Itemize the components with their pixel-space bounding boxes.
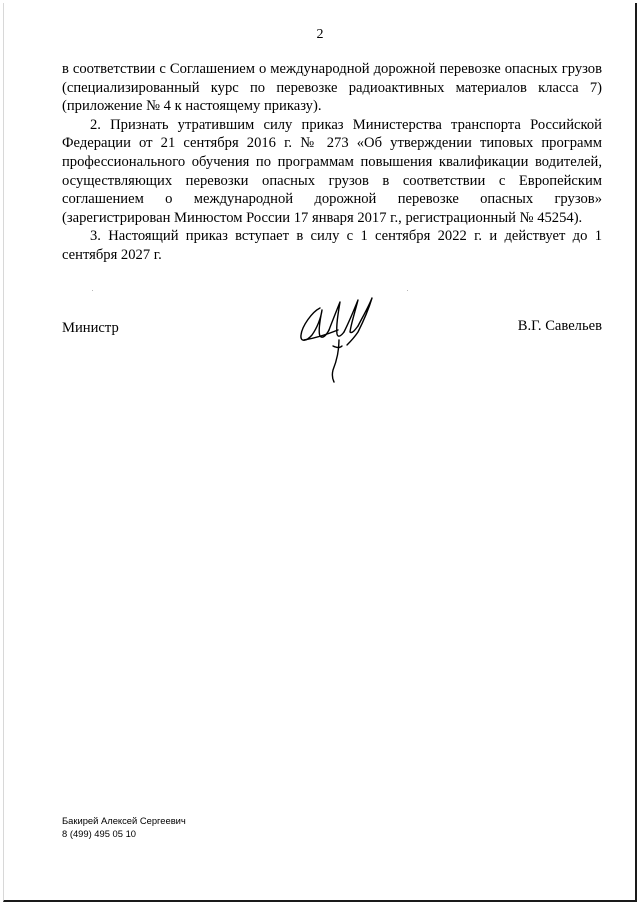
signatory-name: В.Г. Савельев: [517, 318, 602, 334]
paragraph-item-3: 3. Настоящий приказ вступает в силу с 1 сентября 2022 г. и действует до 1 сентября 2027 г.: [62, 228, 602, 263]
executor-phone: 8 (499) 495 05 10: [62, 827, 137, 839]
executor-block: [62, 815, 186, 840]
paragraph-item-2: 2. Признать утратившим силу приказ Министерства транспорта Российской Федерации от 21 сентября 2016 г. № 273 «Об утверждении типовых программ профессионального обучения по программам повышения квалификации водителей, осуществляющих перевозки опасных грузов в соответствии с Европейским соглашением о международной дорожной перевозке опасных грузов» (зарегистрирован Минюстом России 17 января 2017 г., регистрационный № 45254).: [62, 116, 602, 226]
executor-name: Бакирей Алексей Сергеевич: [62, 815, 186, 826]
scan-speck: [407, 290, 408, 291]
document-body: [62, 60, 602, 265]
paragraph-continuation: в соответствии с Соглашением о международной дорожной перевозке опасных грузов (специализированный курс по перевозке радиоактивных материалов класса 7) (приложение № 4 к настоящему приказу).: [62, 61, 602, 115]
handwritten-signature: [292, 290, 382, 385]
page-number: 2: [316, 27, 324, 42]
scan-speck: [92, 290, 93, 291]
signatory-title: Министр: [62, 320, 119, 336]
signature-block: [62, 290, 602, 390]
